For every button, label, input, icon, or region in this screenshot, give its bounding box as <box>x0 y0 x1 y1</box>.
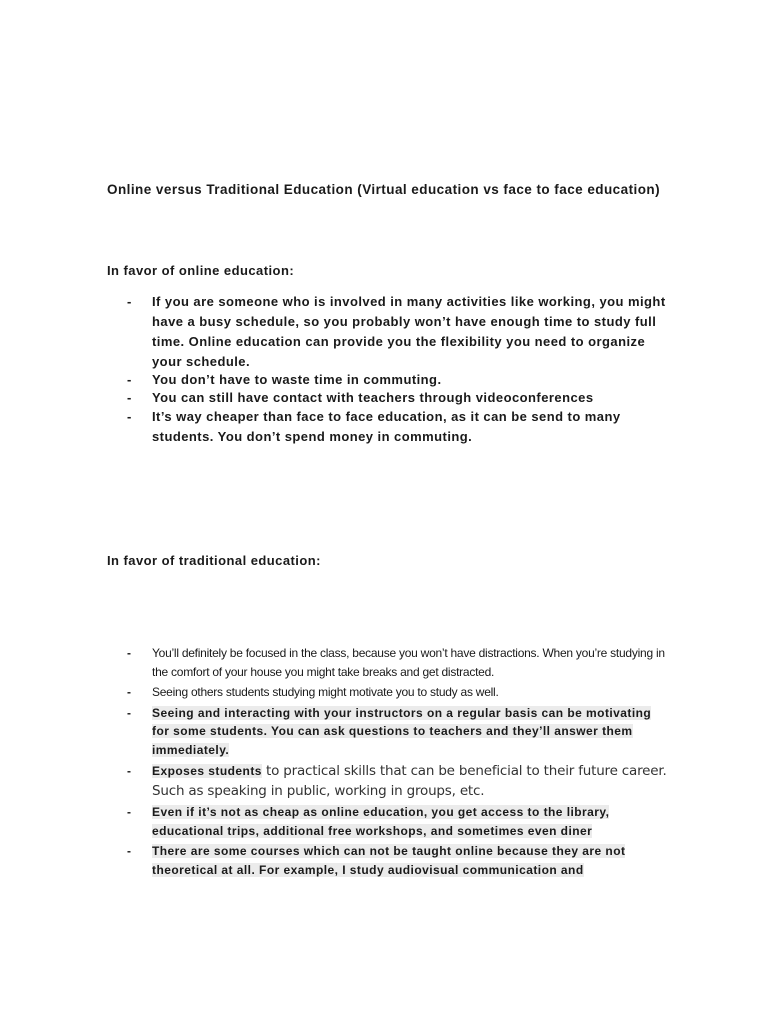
online-point-2: You don’t have to waste time in commuting. <box>152 372 442 387</box>
list-item <box>127 370 667 390</box>
traditional-point-6: There are some courses which can not be taught online because they are not theoretical at all. For example, I study audiovisual communication and <box>152 844 626 877</box>
bullet-marker: - <box>127 705 131 720</box>
list-item <box>127 292 667 372</box>
list-item <box>127 803 667 840</box>
list-item <box>127 388 667 408</box>
traditional-point-4-bold: Exposes students <box>152 764 262 778</box>
traditional-heading: In favor of traditional education: <box>107 553 321 568</box>
traditional-points-list <box>127 644 667 881</box>
document-title: Online versus Traditional Education (Virtual education vs face to face education) <box>107 182 661 197</box>
bullet-marker: - <box>127 685 131 699</box>
list-item <box>127 761 667 801</box>
traditional-point-1: You’ll definitely be focused in the class, because you won’t have distractions. When you’re studying in the comfort of your house you might take breaks and get distracted. <box>152 646 665 679</box>
online-point-1: If you are someone who is involved in many activities like working, you might have a busy schedule, so you probably won’t have enough time to study full time. Online education can provide you the flexibility you need to organize your schedule. <box>152 294 666 369</box>
list-item <box>127 842 667 879</box>
online-point-3: You can still have contact with teachers through videoconferences <box>152 390 594 405</box>
traditional-point-4-text: to practical skills that can be beneficial to their future career. Such as speaking in public, working in groups, etc. <box>152 763 667 799</box>
traditional-point-2: Seeing others students studying might motivate you to study as well. <box>152 685 499 699</box>
bullet-marker: - <box>127 805 131 819</box>
bullet-marker: - <box>127 390 132 405</box>
online-points-list <box>127 292 667 447</box>
bullet-marker: - <box>127 372 132 387</box>
traditional-point-5: Even if it’s not as cheap as online education, you get access to the library, educational trips, additional free workshops, and sometimes even diner <box>152 805 610 838</box>
bullet-marker: - <box>127 844 131 858</box>
bullet-marker: - <box>127 409 132 424</box>
bullet-marker: - <box>127 646 131 660</box>
list-item <box>127 683 667 702</box>
bullet-marker: - <box>127 764 131 778</box>
list-item <box>127 644 667 681</box>
list-item <box>127 704 667 760</box>
traditional-point-3: Seeing and interacting with your instructors on a regular basis can be motivating for some students. You can ask questions to teachers and they’ll answer them immediately. <box>152 705 652 757</box>
online-point-4: It’s way cheaper than face to face education, as it can be send to many students. You don’t spend money in commuting. <box>152 409 621 444</box>
online-heading: In favor of online education: <box>107 263 295 278</box>
bullet-marker: - <box>127 294 132 309</box>
list-item <box>127 407 667 447</box>
